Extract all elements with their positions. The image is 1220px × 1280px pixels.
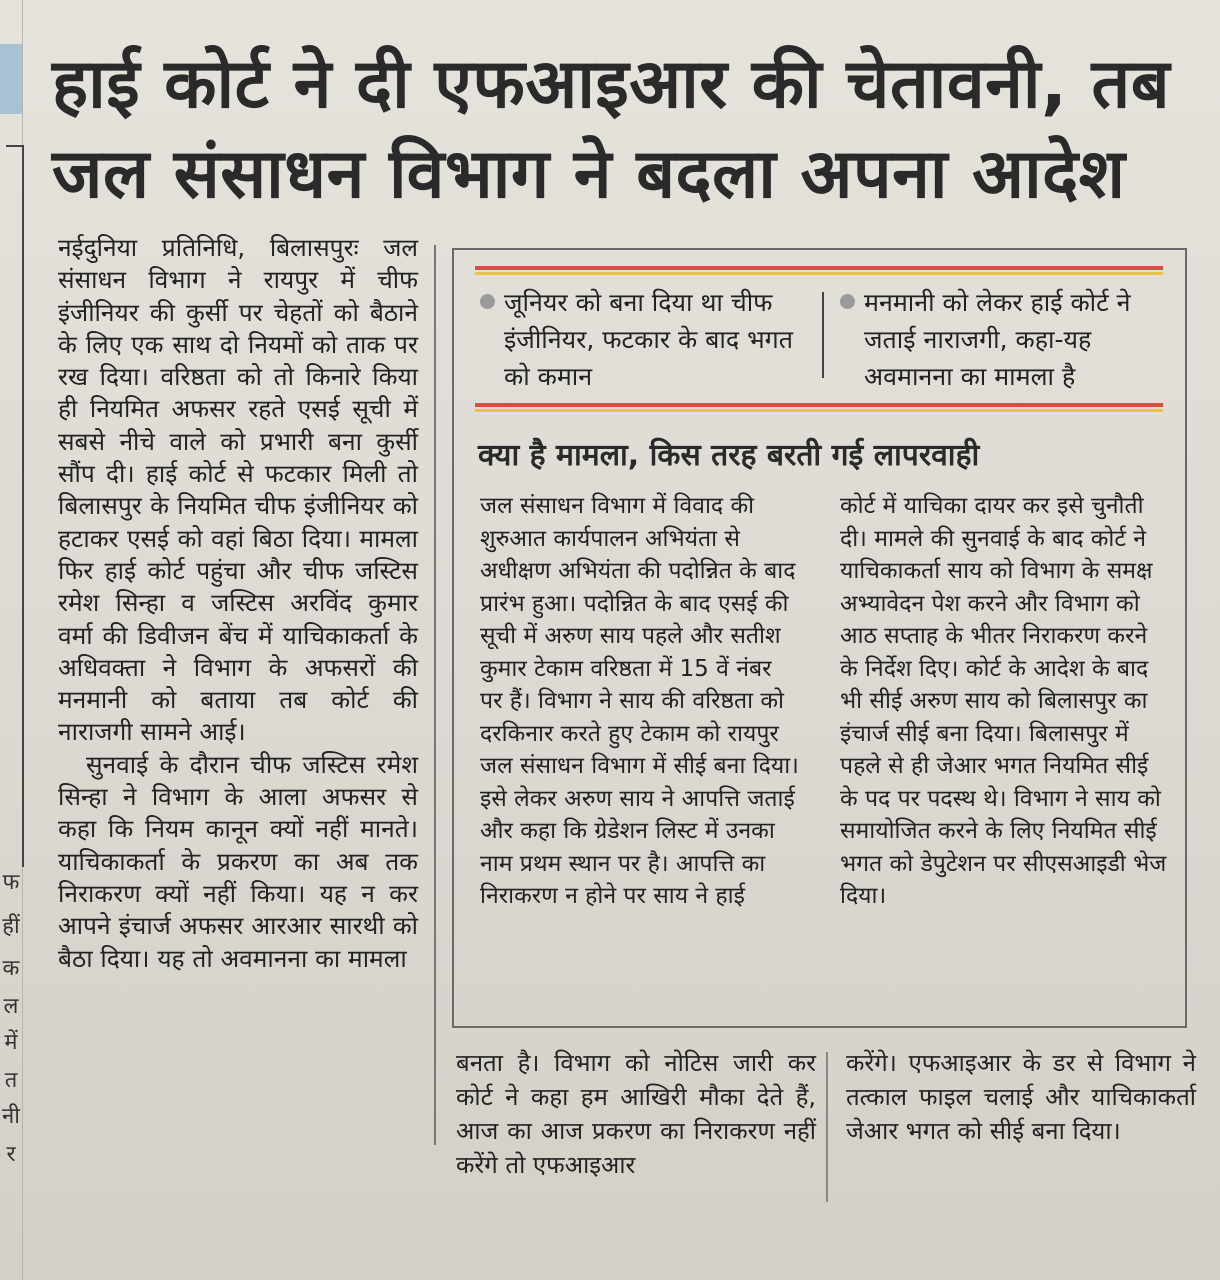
bottom-column-1-text: बनता है। विभाग को नोटिस जारी कर कोर्ट ने कहा हम आखिरी मौका देते हैं, आज का आज प्रकरण का निराकरण नहीं करेंगे तो एफआइआर: [456, 1049, 816, 1179]
article-headline: [52, 40, 1172, 220]
adjacent-fragment: ल: [3, 994, 19, 1019]
highlight-text: जूनियर को बना दिया था चीफ इंजीनियर, फटकार के बाद भगत को कमान: [504, 288, 794, 391]
hearing-paragraph: सुनवाई के दौरान चीफ जस्टिस रमेश सिन्हा ने विभाग के आला अफसर से कहा कि नियम कानून क्यों नहीं मानते। याचिकाकर्ता के प्रकरण का अब तक निराकरण क्यों नहीं किया। यह न कर आपने इंचार्ज अफसर आरआर सारथी को बैठा दिया। यह तो अवमानना का मामला: [58, 749, 418, 973]
bottom-column-1: [456, 1046, 816, 1182]
highlight-text: मनमानी को लेकर हाई कोर्ट ने जताई नाराजगी, कहा-यह अवमानना का मामला है: [864, 288, 1131, 391]
adjacent-color-block: [0, 44, 22, 114]
bottom-column-2-text: करेंगे। एफआइआर के डर से विभाग ने तत्काल फाइल चलाई और याचिकाकर्ता जेआर भगत को सीई बना दिया।: [846, 1049, 1196, 1145]
accent-stripe: [475, 272, 1163, 275]
adjacent-fragment: में: [4, 1030, 18, 1055]
intro-paragraph: नईदुनिया प्रतिनिधि, बिलासपुरः जल संसाधन विभाग ने रायपुर में चीफ इंजीनियर की कुर्सी पर चेहतों को बैठाने के लिए एक साथ दो नियमों को ताक पर रख दिया। वरिष्ठता को तो किनारे किया ही नियमित अफसर रहते एसई सूची में सबसे नीचे वाले को प्रभारी बना कुर्सी सौंप दी। हाई कोर्ट से फटकार मिली तो बिलासपुर के नियमित चीफ इंजीनियर को हटाकर एसई को वहां बिठा दिया। मामला फिर हाई कोर्ट पहुंचा और चीफ जस्टिस रमेश सिन्हा व जस्टिस अरविंद कुमार वर्मा की डिवीजन बेंच में याचिकाकर्ता के अधिवक्ता ने विभाग के अफसरों की मनमानी को बताया तब कोर्ट की नाराजगी सामने आई।: [58, 233, 418, 747]
box-column-1: [480, 490, 800, 913]
headline-line-2: जल संसाधन विभाग ने बदला अपना आदेश: [52, 135, 1126, 214]
adjacent-column-strip: [0, 0, 23, 1280]
bottom-column-2: [846, 1046, 1196, 1148]
box-column-2: [840, 490, 1170, 913]
adjacent-fragment: नी: [2, 1104, 20, 1129]
headline-line-1: हाई कोर्ट ने दी एफआइआर की चेतावनी, तब: [52, 45, 1171, 124]
highlight-2: [838, 284, 1168, 395]
box-column-1-text: जल संसाधन विभाग में विवाद की शुरुआत कार्यपालन अभियंता से अधीक्षण अभियंता की पदोन्नित के बाद प्रारंभ हुआ। पदोन्नित के बाद एसई की सूची में अरुण साय पहले और सतीश कुमार टेकाम वरिष्ठता में 15 वें नंबर पर हैं। विभाग ने साय की वरिष्ठता को दरकिनार करते हुए टेकाम को रायपुर जल संसाधन विभाग में सीई बना दिया। इसे लेकर अरुण साय ने आपत्ति जताई और कहा कि ग्रेडेशन लिस्ट में उनका नाम प्रथम स्थान पर है। आपत्ति का निराकरण न होने पर साय ने हाई: [480, 493, 799, 909]
column-divider: [434, 245, 436, 1145]
accent-stripe: [475, 266, 1163, 270]
highlight-divider: [822, 292, 824, 378]
bullet-dot-icon: [480, 294, 495, 309]
adjacent-fragment: त: [4, 1068, 18, 1093]
accent-stripe: [475, 409, 1163, 412]
bottom-column-divider: [826, 1052, 828, 1202]
box-subhead: क्या है मामला, किस तरह बरती गई लापरवाही: [478, 438, 980, 473]
adjacent-fragment: र: [6, 1142, 16, 1167]
accent-stripe: [475, 403, 1163, 407]
left-text-column: [58, 232, 418, 975]
adjacent-column-rule: [6, 145, 24, 867]
adjacent-fragment: क: [2, 956, 20, 981]
box-column-2-text: कोर्ट में याचिका दायर कर इसे चुनौती दी। मामले की सुनवाई के बाद कोर्ट ने याचिकाकर्ता साय को विभाग के समक्ष अभ्यावेदन पेश करने और विभाग को आठ सप्ताह के भीतर निराकरण करने के निर्देश दिए। कोर्ट के आदेश के बाद भी सीई अरुण साय को बिलासपुर का इंचार्ज सीई बना दिया। बिलासपुर में पहले से ही जेआर भगत नियमित सीई के पद पर पदस्थ थे। विभाग ने साय को समायोजित करने के लिए नियमित सीई भगत को डेपुटेशन पर सीएसआइडी भेज दिया।: [840, 493, 1167, 909]
highlight-1: [478, 284, 818, 395]
bullet-dot-icon: [840, 294, 855, 309]
adjacent-fragment: फ: [2, 870, 20, 895]
adjacent-fragment: हीं: [2, 914, 20, 939]
